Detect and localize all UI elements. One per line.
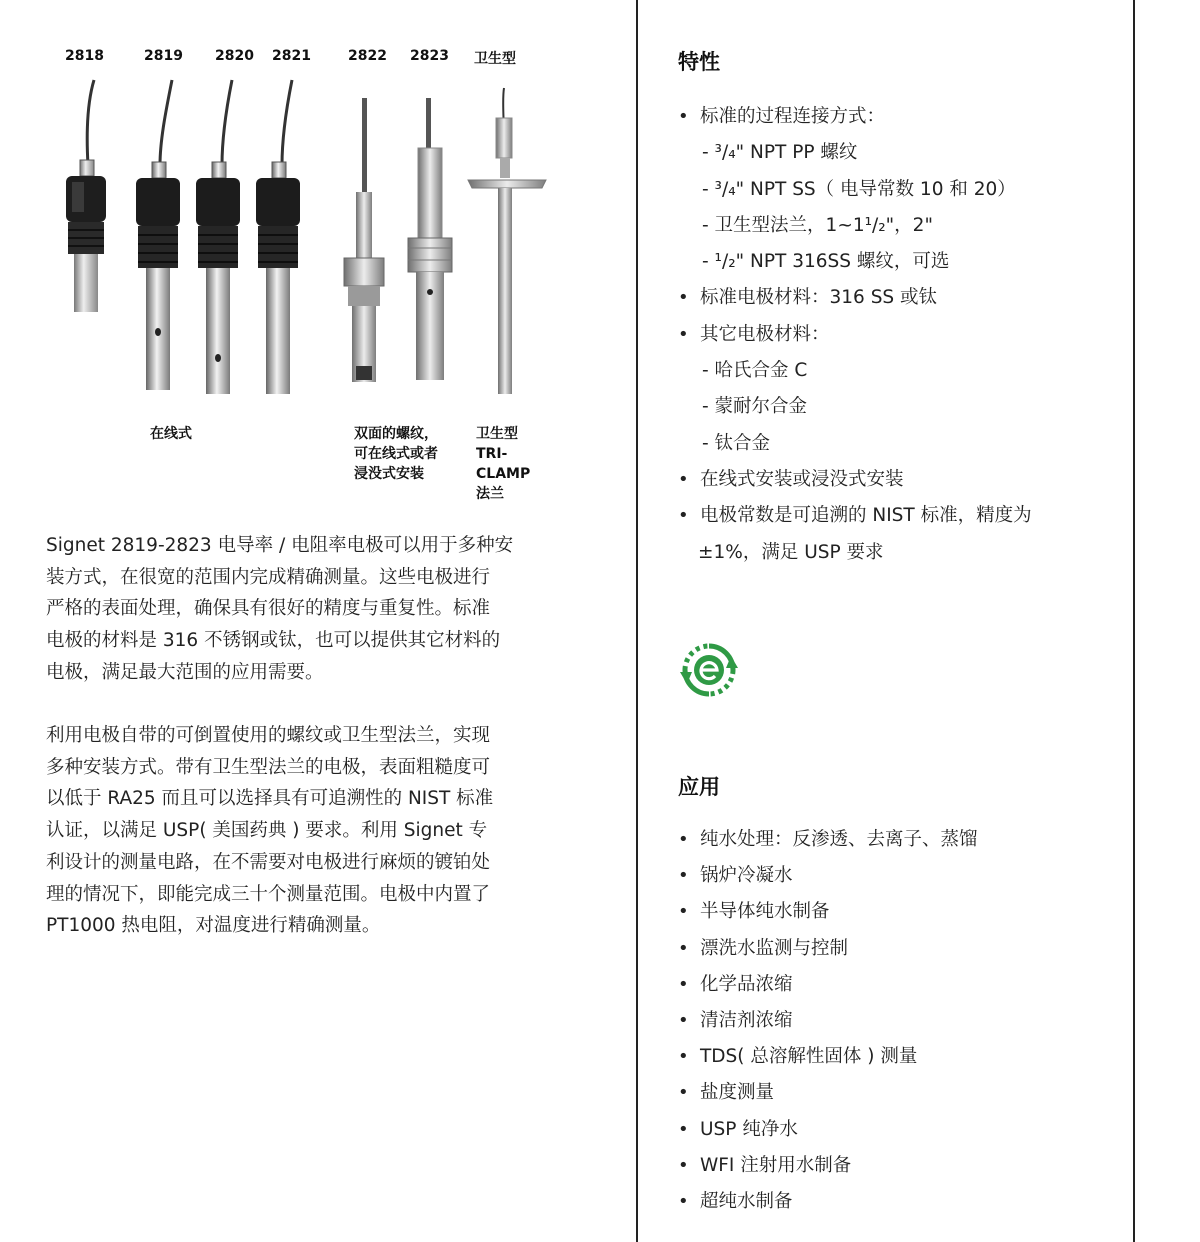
feature-subitem: - ³/₄" NPT SS（ 电导常数 10 和 20） bbox=[702, 178, 1016, 200]
probe-label-2823: 2823 bbox=[410, 48, 449, 64]
application-item: • 盐度测量 bbox=[678, 1075, 1118, 1111]
feature-subitem: - 哈氏合金 C bbox=[702, 360, 808, 382]
caption-double-thread bbox=[354, 424, 438, 484]
caption-line: 卫生型 bbox=[476, 426, 518, 442]
caption-line: TRI- bbox=[476, 446, 508, 462]
feature-item: • 电极常数是可追溯的 NIST 标准，精度为 bbox=[678, 498, 1118, 534]
probe-image-2819 bbox=[132, 70, 184, 400]
caption-sanitary bbox=[476, 424, 530, 504]
feature-item: • 标准电极材料：316 SS 或钛 bbox=[678, 280, 1118, 316]
application-item: • 漂洗水监测与控制 bbox=[678, 931, 1118, 967]
features-list bbox=[678, 99, 1118, 571]
probe-image-sanitary bbox=[466, 70, 548, 400]
description-paragraph-1 bbox=[46, 530, 546, 689]
environmental-logo-icon bbox=[680, 642, 738, 698]
application-item: • WFI 注射用水制备 bbox=[678, 1148, 1118, 1184]
probe-image-2818 bbox=[58, 70, 110, 355]
feature-item: • 其它电极材料： bbox=[678, 317, 1118, 353]
probe-image-2823 bbox=[402, 70, 458, 400]
features-title: 特性 bbox=[678, 50, 720, 74]
probe-image-2821 bbox=[252, 70, 304, 400]
text-line: Signet 2819-2823 电导率 / 电阻率电极可以用于多种安 bbox=[46, 535, 514, 556]
application-item: • 清洁剂浓缩 bbox=[678, 1003, 1118, 1039]
feature-subitem: - 蒙耐尔合金 bbox=[702, 396, 808, 418]
probe-label-2819: 2819 bbox=[144, 48, 183, 64]
probe-label-2822: 2822 bbox=[348, 48, 387, 64]
caption-line: 浸没式安装 bbox=[354, 466, 424, 482]
caption-line: 法兰 bbox=[476, 486, 504, 502]
application-item: • 半导体纯水制备 bbox=[678, 894, 1118, 930]
column-divider-right bbox=[1133, 0, 1135, 1242]
applications-title: 应用 bbox=[678, 775, 720, 799]
application-item: • 化学品浓缩 bbox=[678, 967, 1118, 1003]
text-line: 以低于 RA25 而且可以选择具有可追溯性的 NIST 标准 bbox=[46, 788, 494, 810]
feature-subitem: - ¹/₂" NPT 316SS 螺纹，可选 bbox=[702, 251, 950, 273]
text-line: 利用电极自带的可倒置使用的螺纹或卫生型法兰，实现 bbox=[46, 725, 491, 746]
caption-line: 可在线式或者 bbox=[354, 446, 438, 462]
caption-line: 双面的螺纹， bbox=[354, 426, 438, 442]
feature-subitem: - 钛合金 bbox=[702, 432, 771, 454]
probe-label-2818: 2818 bbox=[65, 48, 104, 64]
text-line: 多种安装方式。带有卫生型法兰的电极，表面粗糙度可 bbox=[46, 756, 491, 778]
text-line: 严格的表面处理，确保具有很好的精度与重复性。标准 bbox=[46, 598, 491, 620]
text-line: 电极的材料是 316 不锈钢或钛，也可以提供其它材料的 bbox=[46, 630, 501, 652]
probe-image-2820 bbox=[192, 70, 244, 400]
text-line: 利设计的测量电路，在不需要对电极进行麻烦的镀铂处 bbox=[46, 851, 491, 873]
feature-item: • 标准的过程连接方式： bbox=[678, 99, 1118, 135]
feature-continuation: ±1%，满足 USP 要求 bbox=[698, 541, 884, 563]
application-item: • 锅炉冷凝水 bbox=[678, 858, 1118, 894]
feature-subitem: - 卫生型法兰，1~1¹/₂"，2" bbox=[702, 214, 933, 236]
probe-label-sanitary: 卫生型 bbox=[474, 51, 516, 67]
feature-item: • 在线式安装或浸没式安装 bbox=[678, 462, 1118, 498]
probe-image-2822 bbox=[336, 70, 392, 400]
application-item: • 超纯水制备 bbox=[678, 1184, 1118, 1220]
applications-list bbox=[678, 822, 1118, 1220]
caption-line: CLAMP bbox=[476, 466, 531, 482]
application-item: • USP 纯净水 bbox=[678, 1112, 1118, 1148]
application-item: • TDS( 总溶解性固体 ) 测量 bbox=[678, 1039, 1118, 1075]
text-line: 认证，以满足 USP( 美国药典 ) 要求。利用 Signet 专 bbox=[46, 820, 488, 842]
probe-label-2820: 2820 bbox=[215, 48, 254, 64]
text-line: 理的情况下，即能完成三十个测量范围。电极中内置了 bbox=[46, 883, 491, 905]
caption-inline: 在线式 bbox=[150, 426, 192, 442]
application-item: • 纯水处理：反渗透、去离子、蒸馏 bbox=[678, 822, 1118, 858]
text-line: 电极，满足最大范围的应用需要。 bbox=[46, 661, 324, 683]
column-divider-left bbox=[636, 0, 638, 1242]
description-paragraph-2 bbox=[46, 720, 546, 942]
probe-label-2821: 2821 bbox=[272, 48, 311, 64]
text-line: 装方式，在很宽的范围内完成精确测量。这些电极进行 bbox=[46, 566, 491, 588]
text-line: PT1000 热电阻，对温度进行精确测量。 bbox=[46, 915, 381, 937]
feature-subitem: - ³/₄" NPT PP 螺纹 bbox=[702, 142, 858, 164]
